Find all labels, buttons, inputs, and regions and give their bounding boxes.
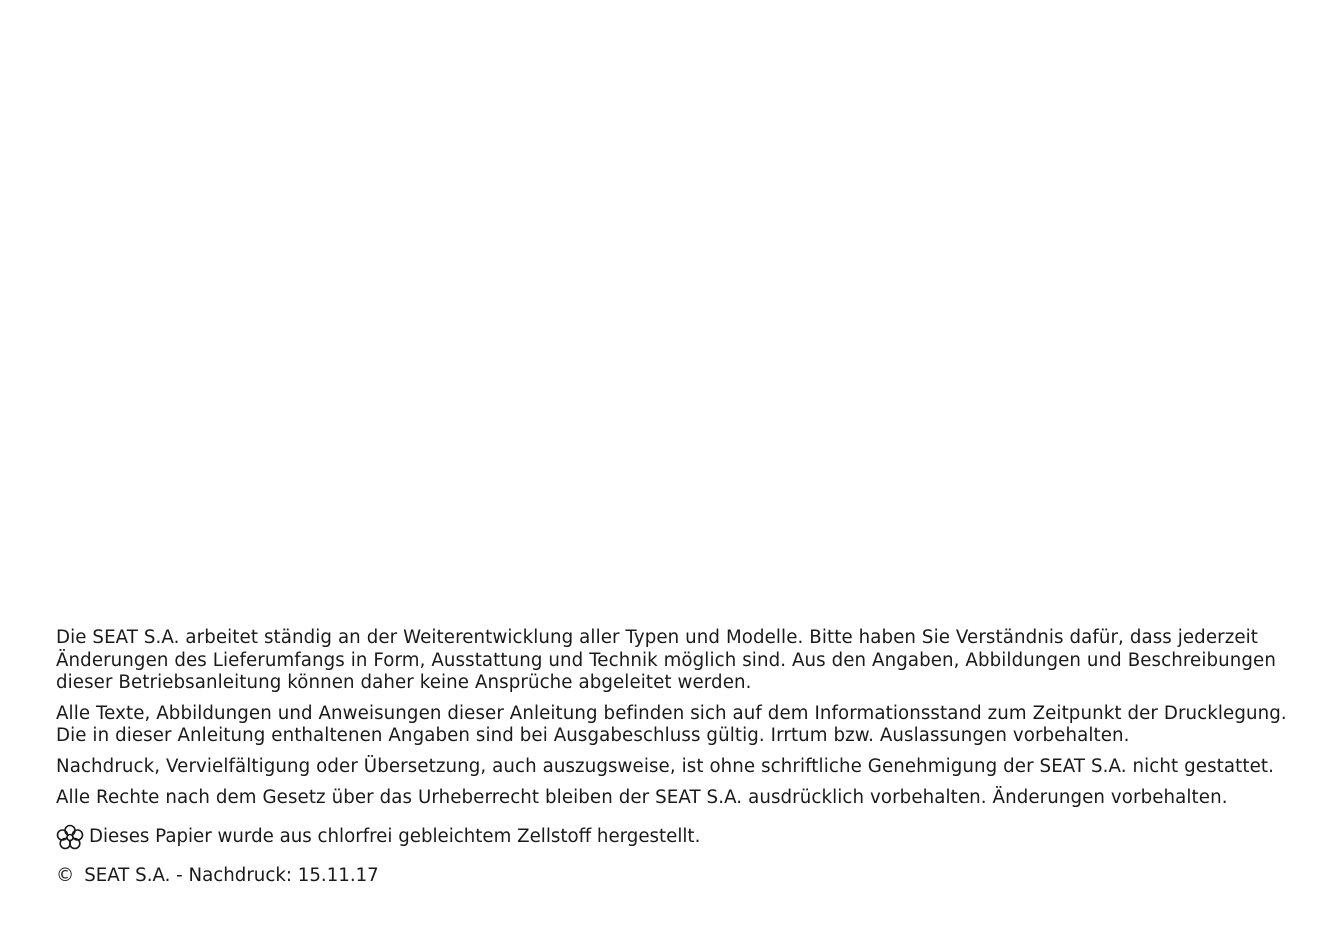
legal-line: Alle Rechte nach dem Gesetz über das Urheberrecht bleiben der SEAT S.A. ausdrücklich vorbehalten. Änderungen vorbehalten. <box>56 786 1228 808</box>
legal-line: Die in dieser Anleitung enthaltenen Angaben sind bei Ausgabeschluss gültig. Irrtum bzw. Auslassungen vorbehalten. <box>56 725 1130 747</box>
legal-line: Alle Texte, Abbildungen und Anweisungen dieser Anleitung befinden sich auf dem Informationsstand zum Zeitpunkt der Drucklegung. <box>56 702 1287 724</box>
legal-line: Die SEAT S.A. arbeitet ständig an der Weiterentwicklung aller Typen und Modelle. Bitte haben Sie Verständnis dafür, dass jederzeit <box>56 627 1259 648</box>
copyright-line <box>56 864 379 888</box>
legal-paragraph <box>56 787 1286 810</box>
flower-icon <box>56 824 84 850</box>
copyright-symbol: © <box>56 865 75 886</box>
legal-paragraph <box>56 756 1286 779</box>
legal-paragraph <box>56 703 1286 748</box>
paper-note-text: Dieses Papier wurde aus chlorfrei gebleichtem Zellstoff hergestellt. <box>89 826 701 847</box>
legal-line: Änderungen des Lieferumfangs in Form, Ausstattung und Technik möglich sind. Aus den Angaben, Abbildungen und Beschreibungen <box>56 649 1276 671</box>
legal-paragraph <box>56 627 1286 695</box>
legal-notice <box>56 627 1286 817</box>
copyright-text: SEAT S.A. - Nachdruck: 15.11.17 <box>84 865 379 886</box>
legal-line: dieser Betriebsanleitung können daher keine Ansprüche abgeleitet werden. <box>56 672 752 694</box>
paper-note <box>56 824 700 850</box>
legal-line: Nachdruck, Vervielfältigung oder Übersetzung, auch auszugsweise, ist ohne schriftliche Genehmigung der SEAT S.A. nicht gestattet. <box>56 755 1274 777</box>
